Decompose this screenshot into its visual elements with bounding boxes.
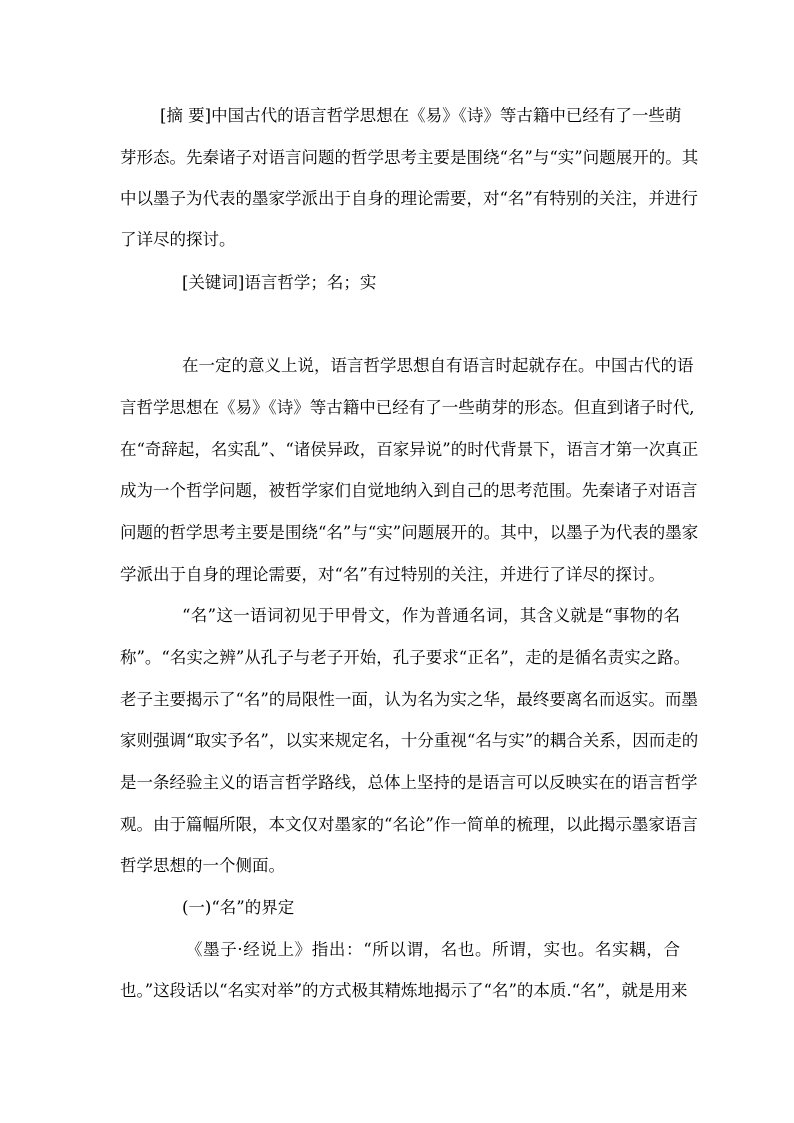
paragraph-line: 言哲学思想在《易》《诗》等古籍中已经有了一些萌芽的形态。但直到诸子时代, bbox=[120, 398, 695, 417]
paragraph-line: 问题的哲学思考主要是围绕“名”与“实”问题展开的。其中，以墨子为代表的墨家 bbox=[120, 523, 699, 542]
abstract-line: 了详尽的探讨。 bbox=[120, 230, 236, 249]
paragraph-line: 学派出于自身的理论需要，对“名”有过特别的关注，并进行了详尽的探讨。 bbox=[120, 565, 665, 584]
paragraph-line: 在一定的意义上说，语言哲学思想自有语言时起就存在。中国古代的语 bbox=[182, 356, 694, 375]
paragraph-line: 称”。“名实之辨”从孔子与老子开始，孔子要求“正名”，走的是循名责实之路。 bbox=[120, 648, 691, 667]
paragraph-line: “名”这一语词初见于甲骨文，作为普通名词，其含义就是“事物的名 bbox=[182, 606, 680, 625]
paragraph-line: 在“奇辞起，名实乱”、“诸侯异政，百家异说”的时代背景下，语言才第一次真正 bbox=[120, 440, 699, 459]
paragraph-line: 是一条经验主义的语言哲学路线，总体上坚持的是语言可以反映实在的语言哲学 bbox=[120, 773, 698, 792]
paragraph-line: 老子主要揭示了“名”的局限性一面，认为名为实之华，最终要离名而返实。而墨 bbox=[120, 690, 698, 709]
section-heading: (一)“名”的界定 bbox=[182, 898, 295, 917]
abstract-line: 芽形态。先秦诸子对语言问题的哲学思考主要是围绕“名”与“实”问题展开的。其 bbox=[120, 148, 699, 167]
abstract-line: 中以墨子为代表的墨家学派出于自身的理论需要，对“名”有特别的关注，并进行 bbox=[120, 189, 698, 208]
paragraph-line: 家则强调“取实予名”，以实来规定名，十分重视“名与实”的耦合关系，因而走的 bbox=[120, 731, 699, 750]
paragraph-line: 《墨子·经说上》指出：“所以谓，名也。所谓，实也。名实耦，合 bbox=[186, 940, 680, 959]
paragraph-line: 成为一个哲学问题，被哲学家们自觉地纳入到自己的思考范围。先秦诸子对语言 bbox=[120, 481, 698, 500]
paragraph-line: 观。由于篇幅所限，本文仅对墨家的“名论”作一简单的梳理，以此揭示墨家语言 bbox=[120, 815, 698, 834]
paragraph-line: 也。”这段话以“名实对举”的方式极其精炼地揭示了“名”的本质.“名”，就是用来 bbox=[120, 981, 688, 1000]
keywords: [关键词]语言哲学；名；实 bbox=[182, 273, 377, 292]
paragraph-line: 哲学思想的一个侧面。 bbox=[120, 856, 285, 875]
abstract-line: [摘 要]中国古代的语言哲学思想在《易》《诗》等古籍中已经有了一些萌 bbox=[160, 106, 682, 125]
